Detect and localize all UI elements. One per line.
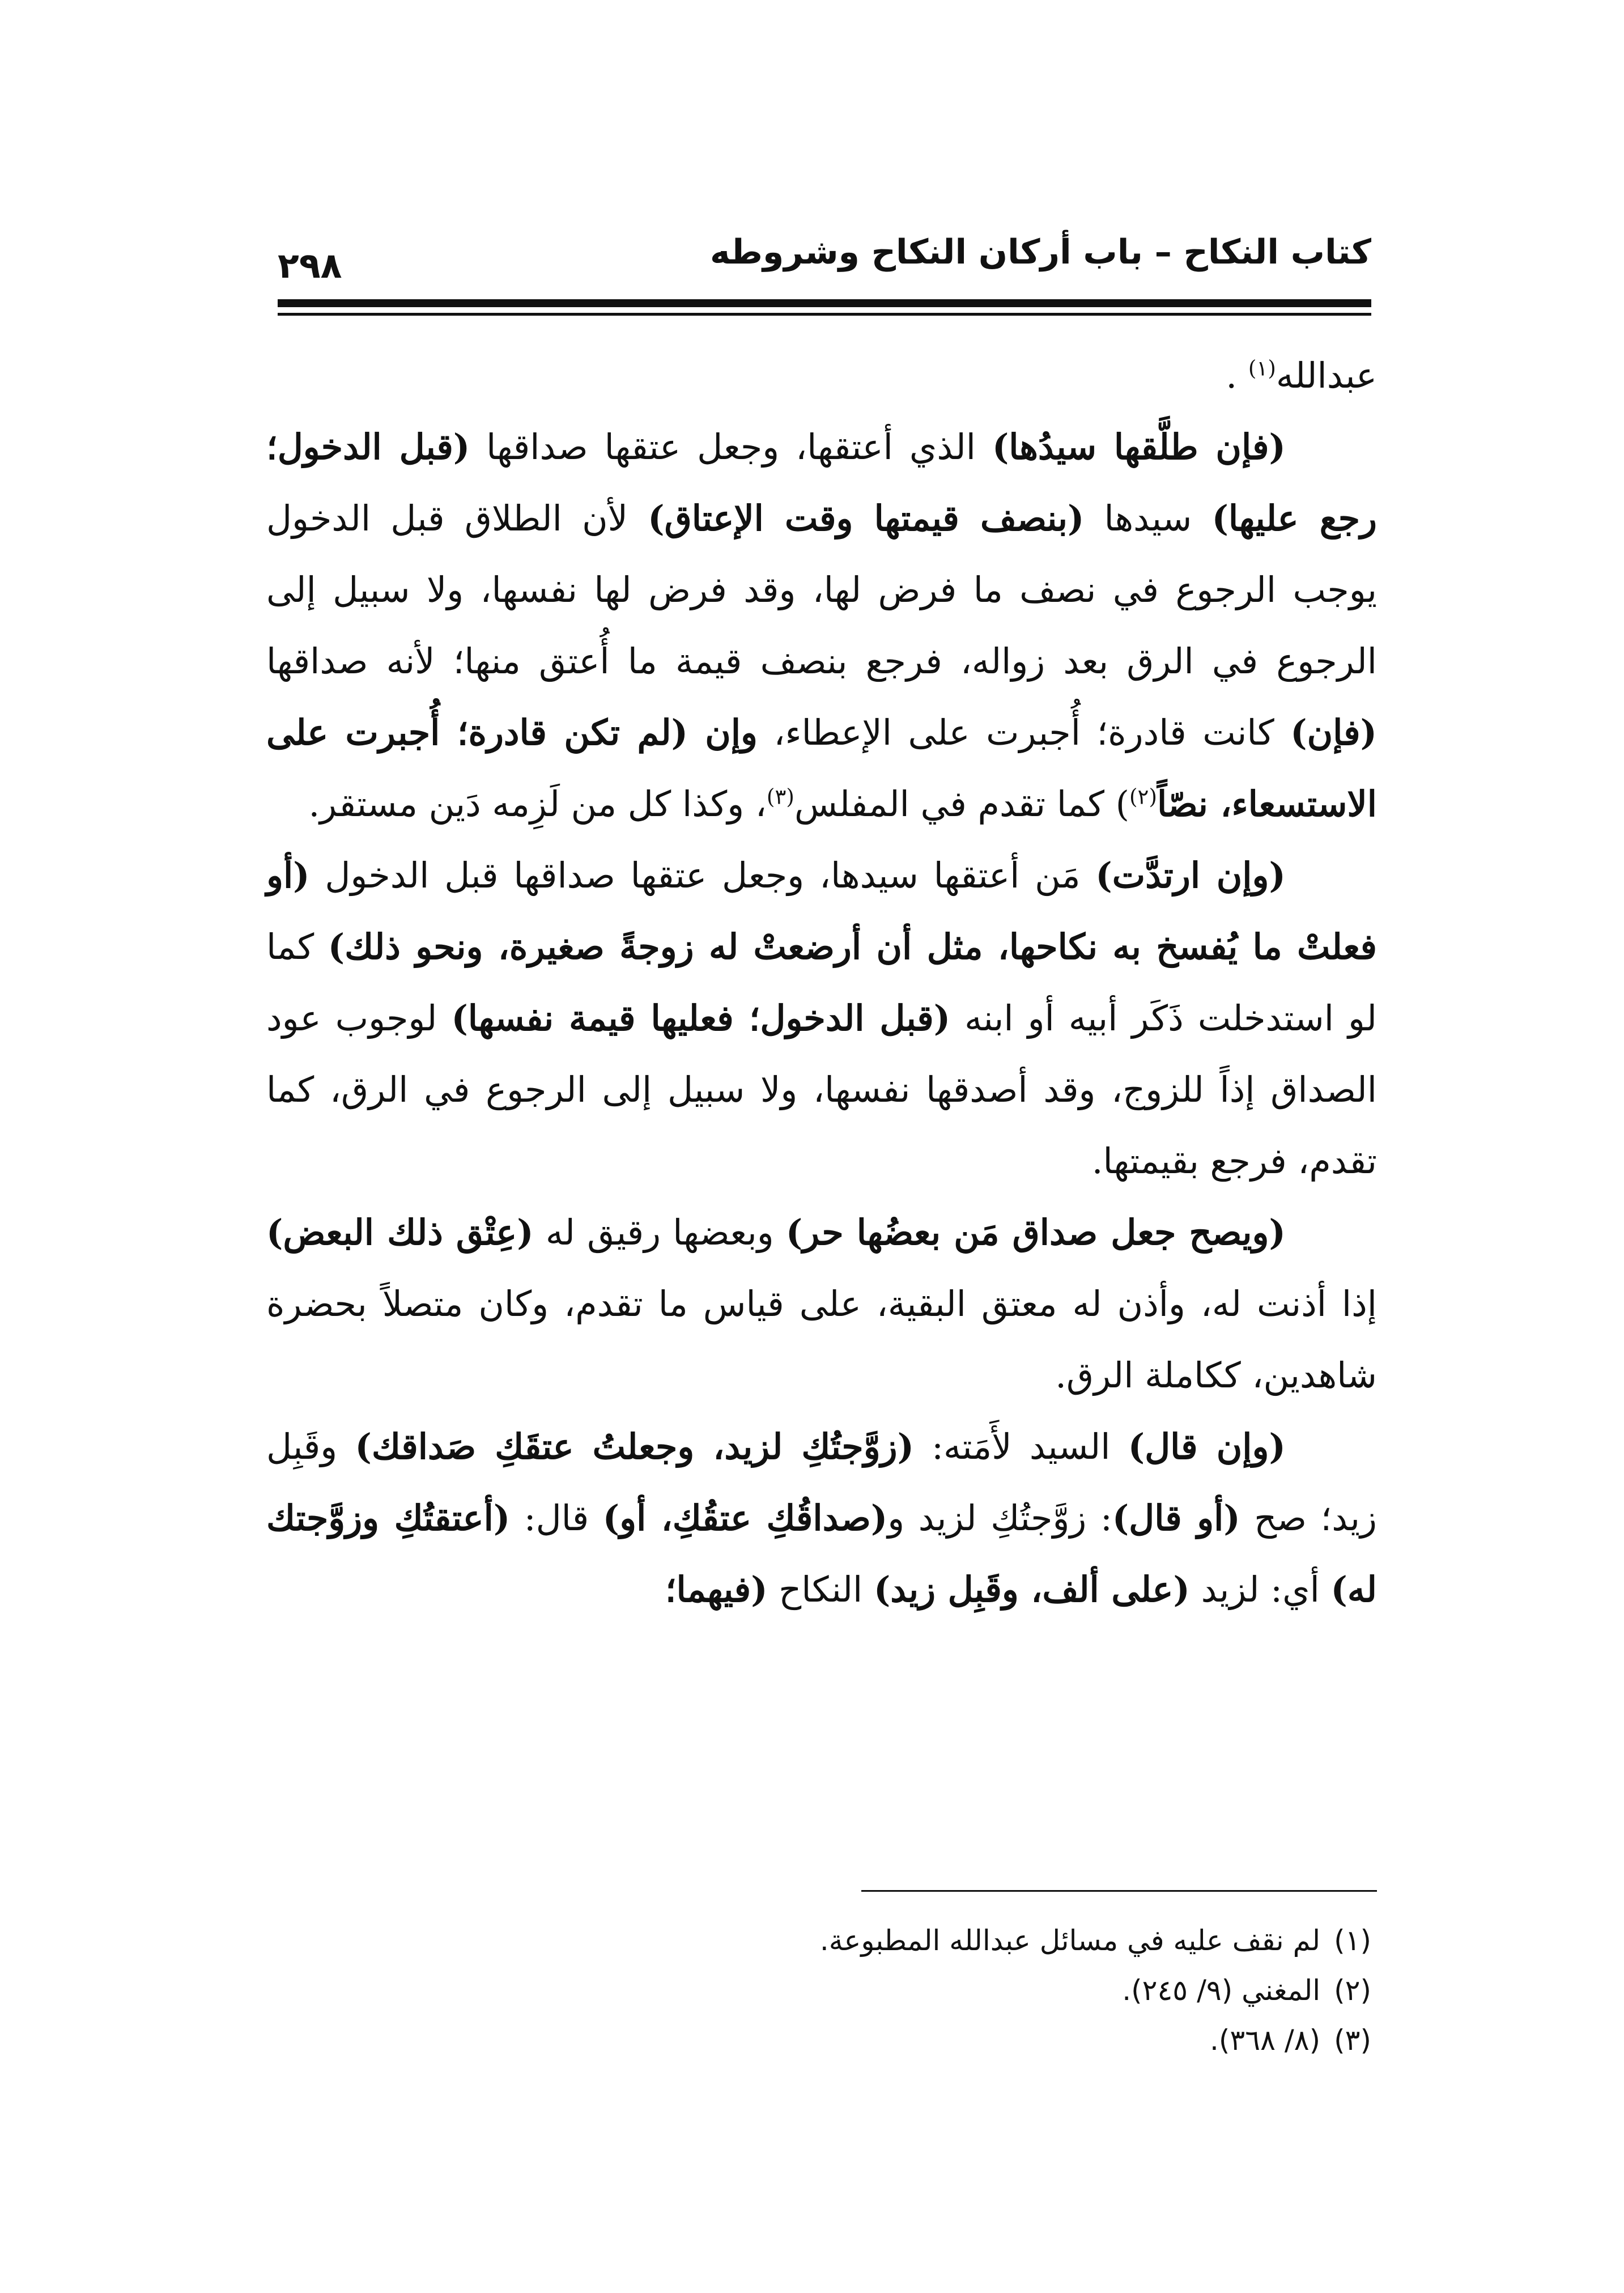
matn-text: (فيهما؛	[665, 1569, 768, 1610]
header-rule-thin	[278, 313, 1371, 316]
footnote-divider	[861, 1890, 1377, 1892]
matn-text: (أو قال)	[1112, 1497, 1240, 1539]
footnote-item	[567, 1916, 1371, 1965]
footnote-number: (١)	[1334, 1924, 1371, 1957]
matn-text: (صداقُكِ عتقُكِ، أو)	[602, 1497, 888, 1539]
header-rule-thick	[278, 299, 1371, 307]
footnote-text: المغني (٩/ ٢٤٥).	[1122, 1974, 1321, 2007]
matn-text: وإن (لم تكن قادرة؛ أُجبرت على الاستسعاء، نصّاً	[266, 712, 1377, 825]
sharh-text: : زوَّجتُكِ لزيد و	[887, 1497, 1112, 1539]
footnote-text: لم نقف عليه في مسائل عبدالله المطبوعة.	[819, 1924, 1321, 1957]
paragraph	[266, 340, 1377, 411]
sharh-text: ) كما تقدم في المفلس	[794, 783, 1129, 825]
sharh-text: الذي أعتقها، وجعل عتقها صداقها	[470, 426, 992, 468]
footnote-marker: (٣)	[766, 784, 794, 809]
matn-text: (قبل الدخول؛ رجع عليها)	[266, 426, 1377, 539]
matn-text: (زوَّجتُكِ لزيد، وجعلتُ عتقَكِ صَداقك)	[355, 1426, 914, 1467]
footnote-number: (٣)	[1334, 2024, 1371, 2057]
sharh-text: لأن الطلاق قبل الدخول يوجب الرجوع في نصف ما فرض لها، وقد فرض لها نفسها، ولا سبيل إلى الرجوع في الرق بعد زواله، فرجع بنصف قيمة ما أُعتق منها؛ لأنه صداقها	[266, 498, 1378, 682]
footnote-marker: (٢)	[1129, 784, 1157, 809]
running-title: كتاب النكاح – باب أركان النكاح وشروطه	[710, 232, 1371, 272]
footnote-marker: (١)	[1248, 355, 1276, 381]
matn-text: (أو فعلتْ ما يُفسخ به نكاحها، مثل أن أرضعتْ له زوجةً صغيرة، ونحو ذلك)	[266, 855, 1377, 967]
paragraph	[266, 411, 1377, 840]
sharh-text: كانت قادرة؛ أُجبرت على الإعطاء،	[758, 712, 1291, 753]
sharh-text: إذا أذنت له، وأذن له معتق البقية، على قياس ما تقدم، وكان متصلاً بحضرة شاهدين، ككاملة الرق.	[266, 1283, 1377, 1396]
sharh-text: ، وكذا كل من لَزِمه دَين مستقر.	[308, 783, 767, 825]
sharh-text: النكاح	[767, 1569, 874, 1610]
sharh-text: سيدها	[1084, 498, 1212, 539]
sharh-text: وبعضها رقيق له	[533, 1212, 786, 1253]
matn-text: (عِتْق ذلك البعض)	[266, 1212, 534, 1253]
page-header	[278, 232, 1371, 295]
matn-text: (أعتقتُكِ وزوَّجتك له)	[266, 1497, 1377, 1610]
footnote-item	[567, 2015, 1371, 2065]
paragraph	[266, 840, 1377, 1197]
matn-text: (قبل الدخول؛ فعليها قيمة نفسها)	[451, 997, 951, 1039]
sharh-text: السيد لأَمَته:	[913, 1426, 1128, 1467]
footnote-item	[567, 1965, 1371, 2015]
matn-text: (فإن)	[1290, 712, 1377, 753]
page-number: ٢٩٨	[278, 245, 342, 286]
matn-text: (فإن طلَّقها سيدُها)	[992, 426, 1286, 468]
main-text	[266, 340, 1377, 1625]
matn-text: (بنصف قيمتها وقت الإعتاق)	[648, 498, 1085, 539]
footnote-text: (٨/ ٣٦٨).	[1210, 2024, 1321, 2057]
sharh-text: أي: لزيد	[1189, 1569, 1331, 1610]
sharh-text: لوجوب عود الصداق إذاً للزوج، وقد أصدقها نفسها، ولا سبيل إلى الرجوع في الرق، كما تقدم، فرجع بقيمتها.	[266, 997, 1377, 1182]
footnote-number: (٢)	[1334, 1974, 1371, 2007]
matn-text: (ويصح جعل صداق مَن بعضُها حر)	[785, 1212, 1286, 1253]
sharh-text: كما لو استدخلت ذَكَر أبيه أو ابنه	[266, 926, 1377, 1039]
paragraph	[266, 1411, 1377, 1625]
paragraph	[266, 1197, 1377, 1411]
sharh-text: .	[1226, 355, 1248, 396]
matn-text: (وإن قال)	[1128, 1426, 1286, 1467]
footnotes	[567, 1916, 1371, 2065]
sharh-text: وقَبِل زيد؛ صح	[266, 1426, 1377, 1539]
matn-text: (على ألف، وقَبِل زيد)	[873, 1569, 1190, 1610]
matn-text: (وإن ارتدَّت)	[1095, 855, 1286, 896]
sharh-text: قال:	[510, 1497, 603, 1539]
sharh-text: مَن أعتقها سيدها، وجعل عتقها صداقها قبل الدخول	[309, 855, 1096, 896]
sharh-text: عبدالله	[1276, 355, 1377, 396]
